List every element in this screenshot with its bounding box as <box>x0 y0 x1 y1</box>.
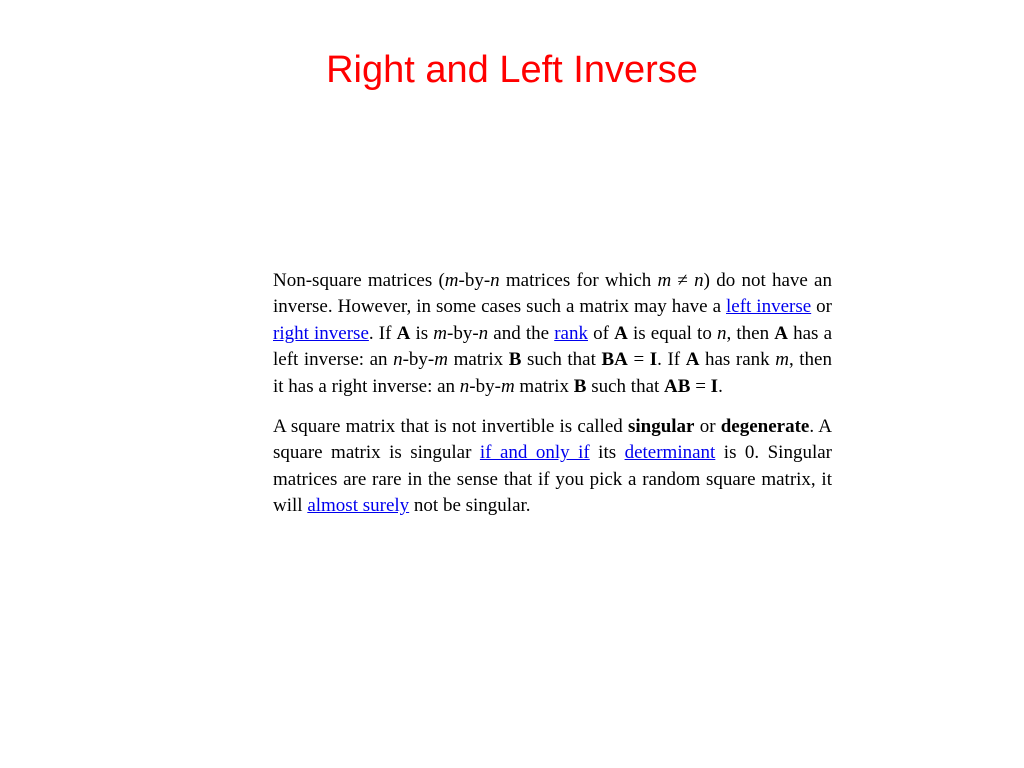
matrix-symbol: B <box>573 375 587 397</box>
text-run: Non-square matrices ( <box>273 270 445 291</box>
text-run: . <box>718 375 723 397</box>
math-var: n <box>459 375 470 397</box>
text-run: is <box>410 322 434 344</box>
slide-title: Right and Left Inverse <box>326 49 698 91</box>
math-var: n <box>490 270 500 291</box>
text-run: , then it has a right inverse: an <box>273 349 832 397</box>
text-run: = <box>627 349 650 371</box>
text-run: -by- <box>447 322 479 344</box>
link-left-inverse[interactable]: left inverse <box>726 296 812 318</box>
link-rank[interactable]: rank <box>554 322 588 344</box>
term-singular: singular <box>627 416 695 438</box>
text-run: of <box>587 322 615 344</box>
text-run: ) do not have an inverse. However, in some cases such a matrix may have a <box>273 270 832 318</box>
math-var: m <box>657 270 672 291</box>
text-run: = <box>690 375 711 397</box>
text-run: . If <box>657 349 686 371</box>
text-run: . A square matrix is singular <box>273 416 832 464</box>
link-if-and-only-if[interactable]: if and only if <box>479 442 590 464</box>
text-run: or <box>811 296 833 318</box>
paragraph-singular <box>273 414 832 520</box>
matrix-symbol: A <box>774 322 788 344</box>
text-run: and the <box>488 322 555 344</box>
text-run: ≠ <box>671 270 695 291</box>
matrix-symbol: B <box>508 349 522 371</box>
text-run: such that <box>521 349 602 371</box>
matrix-product: BA <box>601 349 628 371</box>
math-var: n <box>478 322 489 344</box>
math-var: n <box>694 270 704 291</box>
text-run: is 0. Singular matrices are rare in the sense that if you pick a random square matrix, it will <box>273 442 833 517</box>
text-run: such that <box>586 375 665 397</box>
text-run: matrix <box>448 349 509 371</box>
text-run: not be singular. <box>409 495 531 517</box>
link-right-inverse[interactable]: right inverse <box>273 322 369 344</box>
math-var: n <box>716 322 727 344</box>
math-var: m <box>434 349 448 371</box>
text-run: A square matrix that is not invertible is called <box>273 416 628 438</box>
text-run: has a left inverse: an <box>273 322 833 371</box>
math-var: m <box>500 375 515 397</box>
slide-body <box>273 268 832 520</box>
text-run: its <box>589 442 625 464</box>
text-run: -by- <box>469 375 501 397</box>
text-run: matrix <box>514 375 574 397</box>
text-run: is equal to <box>627 322 717 344</box>
text-run: , then <box>726 322 775 344</box>
text-run: -by- <box>458 270 491 291</box>
matrix-symbol: I <box>649 349 658 371</box>
matrix-symbol: A <box>396 322 411 344</box>
paragraph-inverse <box>273 268 832 400</box>
text-run: -by- <box>402 349 435 371</box>
math-var: n <box>393 349 403 371</box>
link-almost-surely[interactable]: almost surely <box>307 495 410 517</box>
link-determinant[interactable]: determinant <box>624 442 716 464</box>
term-degenerate: degenerate <box>720 416 810 438</box>
text-run: matrices for which <box>499 270 658 291</box>
matrix-product: AB <box>664 375 691 397</box>
math-var: m <box>433 322 447 344</box>
matrix-symbol: A <box>685 349 700 371</box>
math-var: m <box>444 270 459 291</box>
text-run: or <box>694 416 721 438</box>
matrix-symbol: I <box>710 375 719 397</box>
matrix-symbol: A <box>614 322 628 344</box>
text-run: has rank <box>699 349 776 371</box>
math-var: m <box>775 349 789 371</box>
text-run: . If <box>368 322 397 344</box>
